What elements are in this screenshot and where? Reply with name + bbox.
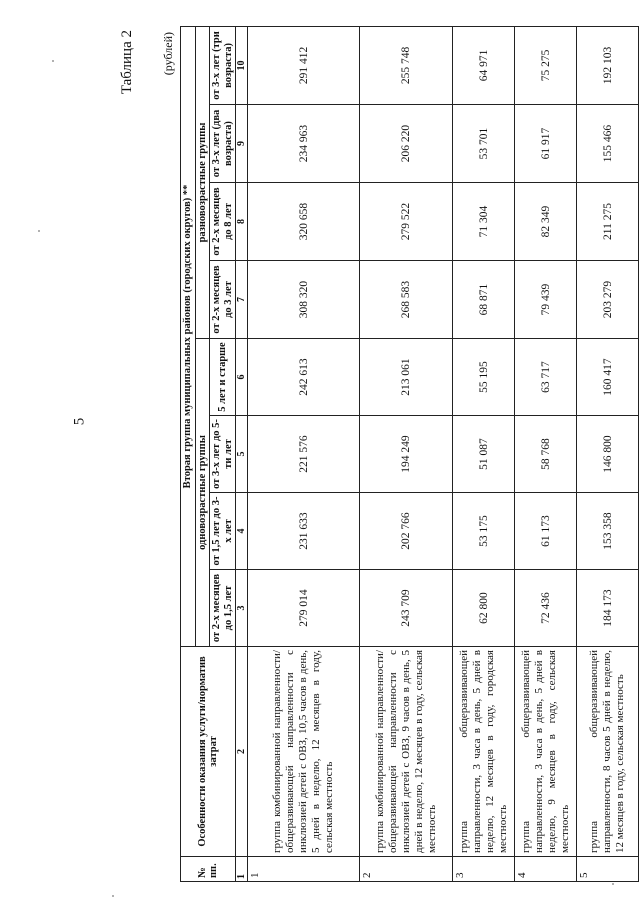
cell-value: 255 748 — [360, 26, 453, 104]
row-description: группа комбинированной направленности/общеразвивающей направленности с инклюзией детей с ОВЗ, 9 часов в день, 5 дней в неделю, 12 месяцев в году, сельская местность — [360, 647, 453, 857]
cell-value: 62 800 — [453, 570, 515, 647]
header-same-age: одновозрастные группы — [195, 339, 210, 647]
row-number: 3 — [453, 857, 515, 882]
table-title: Таблица 2 — [119, 30, 135, 95]
column-header: 5 лет и старше — [210, 339, 236, 416]
table-row — [360, 26, 453, 881]
header-row-1 — [181, 26, 196, 881]
header-no: № пп. — [181, 857, 236, 882]
rotated-table-region — [117, 22, 627, 888]
row-number: 1 — [248, 857, 360, 882]
cell-value: 234 963 — [248, 105, 360, 183]
column-number: 3 — [236, 570, 248, 647]
table-row — [515, 26, 577, 881]
header-mixed-age: разновозрастные группы — [195, 26, 210, 338]
column-number: 2 — [236, 647, 248, 857]
cell-value: 153 358 — [577, 493, 639, 570]
cell-value: 211 275 — [577, 183, 639, 261]
column-header: от 2-х месяцев до 8 лет — [210, 183, 236, 261]
cell-value: 194 249 — [360, 416, 453, 493]
scan-speck — [112, 895, 114, 897]
cell-value: 279 522 — [360, 183, 453, 261]
cell-value: 55 195 — [453, 339, 515, 416]
row-number: 5 — [577, 857, 639, 882]
cell-value: 63 717 — [515, 339, 577, 416]
column-header: от 3-х лет до 5-ти лет — [210, 416, 236, 493]
column-header: от 3-х лет (два возраста) — [210, 105, 236, 183]
cost-norms-table — [180, 26, 639, 882]
cell-value: 203 279 — [577, 261, 639, 339]
cell-value: 202 766 — [360, 493, 453, 570]
column-number: 8 — [236, 183, 248, 261]
cell-value: 268 583 — [360, 261, 453, 339]
scan-speck — [38, 230, 40, 232]
column-header: от 3-х лет (три возраста) — [210, 26, 236, 104]
cell-value: 279 014 — [248, 570, 360, 647]
cell-value: 58 768 — [515, 416, 577, 493]
column-header: от 2-х месяцев до 3 лет — [210, 261, 236, 339]
cell-value: 242 613 — [248, 339, 360, 416]
column-number: 7 — [236, 261, 248, 339]
table-row — [248, 26, 360, 881]
cell-value: 206 220 — [360, 105, 453, 183]
column-header: от 1,5 лет до 3-х лет — [210, 493, 236, 570]
cell-value: 61 173 — [515, 493, 577, 570]
scan-speck — [612, 883, 614, 885]
cell-value: 213 061 — [360, 339, 453, 416]
cell-value: 61 917 — [515, 105, 577, 183]
cell-value: 82 349 — [515, 183, 577, 261]
cell-value: 79 439 — [515, 261, 577, 339]
row-description: группа общеразвивающей направленности, 8 часов 5 дней в неделю, 12 месяцев в году, сельская местность — [577, 647, 639, 857]
page-number: 5 — [71, 417, 88, 426]
column-number: 6 — [236, 339, 248, 416]
cell-value: 71 304 — [453, 183, 515, 261]
column-number: 5 — [236, 416, 248, 493]
cell-value: 53 175 — [453, 493, 515, 570]
column-number: 4 — [236, 493, 248, 570]
column-number: 10 — [236, 26, 248, 104]
cell-value: 221 576 — [248, 416, 360, 493]
cell-value: 72 436 — [515, 570, 577, 647]
row-number: 2 — [360, 857, 453, 882]
column-number: 1 — [236, 857, 248, 882]
cell-value: 291 412 — [248, 26, 360, 104]
row-description: группа общеразвивающей направленности, 3 часа в день, 5 дней в неделю, 9 месяцев в году, сельская местность — [515, 647, 577, 857]
cell-value: 155 466 — [577, 105, 639, 183]
cell-value: 320 658 — [248, 183, 360, 261]
cell-value: 231 633 — [248, 493, 360, 570]
cell-value: 75 275 — [515, 26, 577, 104]
table-row — [577, 26, 639, 881]
cell-value: 64 971 — [453, 26, 515, 104]
row-description: группа общеразвивающей направленности, 3 часа в день, 5 дней в неделю, 12 месяцев в году, городская местность — [453, 647, 515, 857]
scan-speck — [52, 60, 54, 62]
cell-value: 308 320 — [248, 261, 360, 339]
cell-value: 184 173 — [577, 570, 639, 647]
table-container — [117, 22, 627, 888]
column-number: 9 — [236, 105, 248, 183]
header-features: Особенности оказания услуги/норматив затрат — [181, 647, 236, 857]
column-header: от 2-х месяцев до 1,5 лет — [210, 570, 236, 647]
header-group: Вторая группа муниципальных районов (городских округов) ** — [181, 26, 196, 646]
cell-value: 160 417 — [577, 339, 639, 416]
cell-value: 68 871 — [453, 261, 515, 339]
cell-value: 53 701 — [453, 105, 515, 183]
cell-value: 146 800 — [577, 416, 639, 493]
cell-value: 51 087 — [453, 416, 515, 493]
column-number-row — [236, 26, 248, 881]
table-row — [453, 26, 515, 881]
cell-value: 243 709 — [360, 570, 453, 647]
units-label: (рублей) — [161, 32, 175, 76]
row-number: 4 — [515, 857, 577, 882]
row-description: группа комбинированной направленности/общеразвивающей направленности с инклюзией детей с ОВЗ, 10,5 часов в день, 5 дней в неделю, 12 месяцев в году, сельская местность — [248, 647, 360, 857]
cell-value: 192 103 — [577, 26, 639, 104]
